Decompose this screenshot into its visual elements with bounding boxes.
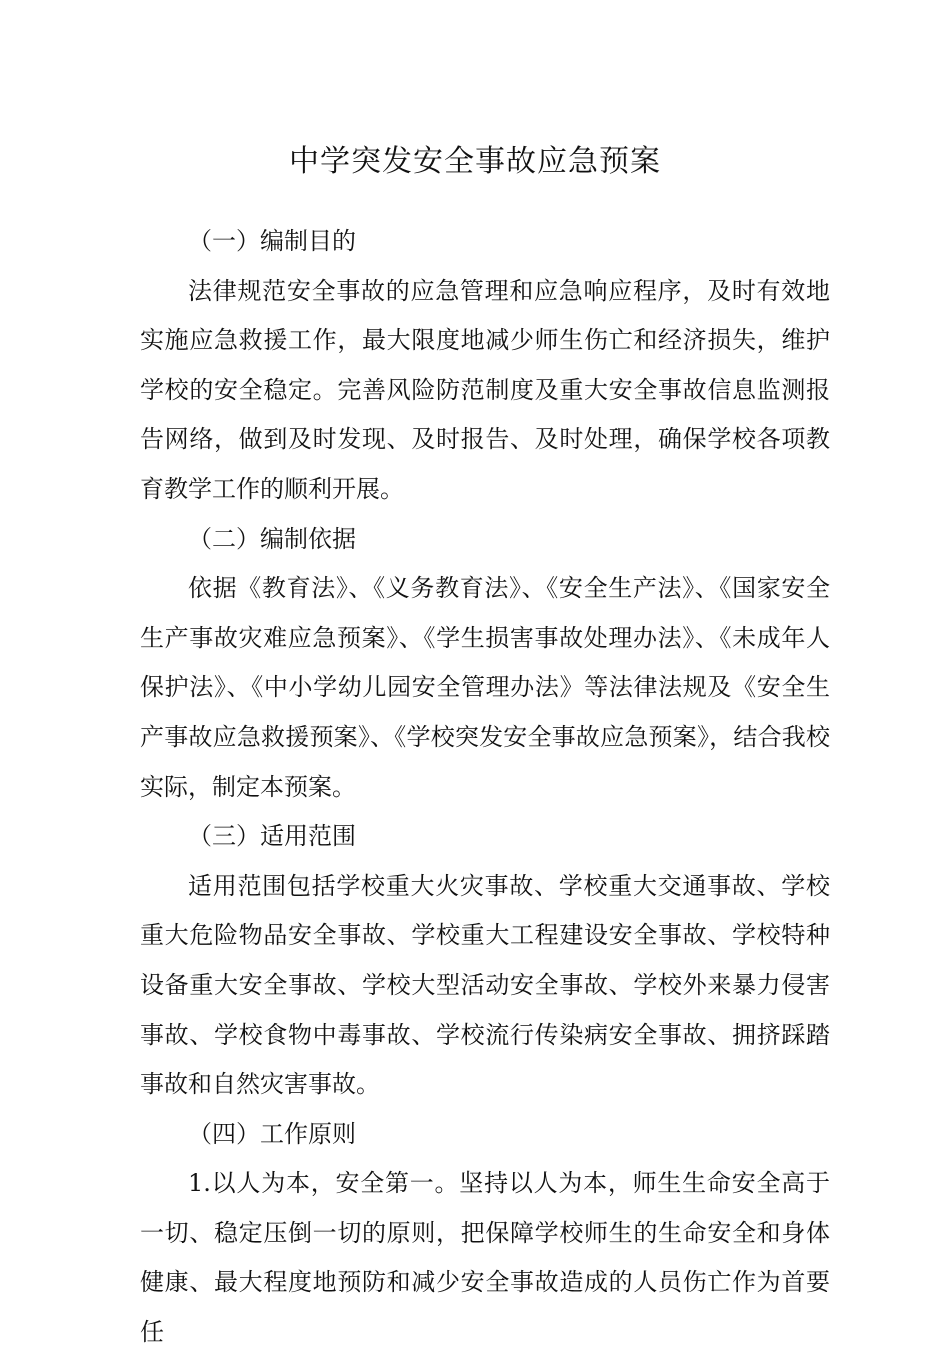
section-heading-principles: （四）工作原则 [188,1119,356,1148]
paragraph-basis: 依据《教育法》、《义务教育法》、《安全生产法》、《国家安全生产事故灾难应急预案》、《学生损害事故处理办法》、《未成年人保护法》、《中小学幼儿园安全管理办法》等法律法规及《安全生产事故应急救援预案》、《学校突发安全事故应急预案》，结合我校实际，制定本预案。 [140,574,830,801]
paragraph-scope: 适用范围包括学校重大火灾事故、学校重大交通事故、学校重大危险物品安全事故、学校重大工程建设安全事故、学校特种设备重大安全事故、学校大型活动安全事故、学校外来暴力侵害事故、学校食物中毒事故、学校流行传染病安全事故、拥挤踩踏事故和自然灾害事故。 [140,871,830,1099]
section-heading-purpose: （一）编制目的 [188,227,356,255]
document-body [140,217,830,1358]
document-title: 中学突发安全事故应急预案 [289,144,661,179]
paragraph-principle-1: 1.以人为本，安全第一。坚持以人为本，师生生命安全高于一切、稳定压倒一切的原则，把保障学校师生的生命安全和身体健康、最大程度地预防和减少安全事故造成的人员伤亡作为首要任 [140,1169,830,1347]
section-heading-scope: （三）适用范围 [188,822,356,851]
paragraph-purpose: 法律规范安全事故的应急管理和应急响应程序，及时有效地实施应急救援工作，最大限度地减少师生伤亡和经济损失，维护学校的安全稳定。完善风险防范制度及重大安全事故信息监测报告网络，做到及时发现、及时报告、及时处理，确保学校各项教育教学工作的顺利开展。 [140,276,830,503]
section-heading-basis: （二）编制依据 [188,524,356,553]
